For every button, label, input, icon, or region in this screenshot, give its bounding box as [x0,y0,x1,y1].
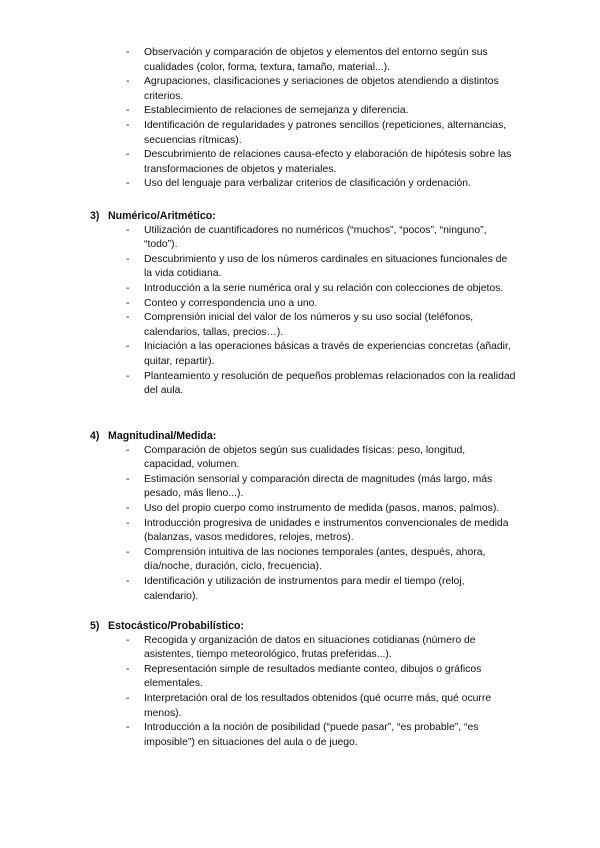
list-item-text: Identificación y utilización de instrumentos para medir el tiempo (reloj, calendario). [144,575,465,602]
section-list [0,634,600,751]
bullet-dash: - [126,370,130,382]
list-item-text: Agrupaciones, clasificaciones y seriaciones de objetos atendiendo a distintos criterios. [144,76,499,102]
list-item-text: Introducción a la serie numérica oral y su relación con colecciones de objetos. [144,282,504,294]
section-title: Magnitudinal/Medida: [108,430,217,442]
list-item-text: Conteo y correspondencia uno a uno. [144,297,318,309]
list-item-text: Utilización de cuantificadores no numéricos (“muchos”, “pocos”, “ninguno”, “todo”). [144,224,487,251]
list-item-text: Iniciación a las operaciones básicas a través de experiencias concretas (añadir, quitar, repartir). [144,341,511,367]
section-list [0,224,600,399]
bullet-dash: - [126,47,130,58]
list-item-text: Interpretación oral de los resultados obtenidos (qué ocurre más, qué ocurre menos). [144,692,492,719]
list-item [0,297,518,312]
section-heading [0,619,600,634]
section-numerico [0,209,600,399]
list-item-text: Recogida y organización de datos en situaciones cotidianas (número de asistentes, tiempo meteorológico, frutas preferidas...). [144,634,476,661]
list-item [0,253,518,282]
bullet-dash: - [126,76,130,88]
section-title: Estocástico/Probabilístico: [108,620,244,632]
bullet-dash: - [126,312,130,324]
list-item [0,311,518,340]
list-item [0,177,518,192]
list-item [0,663,518,692]
bullet-dash: - [126,282,130,294]
section-magnitudinal [0,429,600,604]
bullet-dash: - [126,502,130,514]
intro-list [0,46,600,192]
bullet-dash: - [126,341,130,353]
bullet-dash: - [126,473,130,485]
list-item [0,224,518,253]
list-item-text: Planteamiento y resolución de pequeños problemas relacionados con la realidad del aula. [144,370,516,397]
section-heading [0,209,600,224]
section-number: 5) [90,620,100,632]
list-item-text: Comprensión inicial del valor de los números y su uso social (teléfonos, calendarios, tallas, precios…). [144,312,474,338]
list-item [0,370,518,399]
bullet-dash: - [126,634,130,646]
list-item [0,340,518,369]
list-item [0,634,518,663]
bullet-dash: - [126,722,130,734]
list-item [0,104,518,119]
list-item-text: Representación simple de resultados mediante conteo, dibujos o gráficos elementales. [144,663,482,690]
list-item [0,546,518,575]
bullet-dash: - [126,517,130,529]
list-item [0,75,518,104]
list-item-text: Comprensión intuitiva de las nociones temporales (antes, después, ahora, día/noche, duración, ciclo, frecuencia). [144,546,486,573]
section-estocastico [0,619,600,750]
list-item [0,692,518,721]
bullet-dash: - [126,105,130,117]
list-item [0,119,518,148]
bullet-dash: - [126,546,130,558]
section-list [0,444,600,605]
list-item-text: Descubrimiento y uso de los números cardinales en situaciones funcionales de la vida cotidiana. [144,253,508,280]
list-item [0,46,518,75]
list-item [0,721,518,750]
list-item-text: Identificación de regularidades y patrones sencillos (repeticiones, alternancias, secuencias rítmicas). [144,119,507,146]
list-item [0,282,518,297]
bullet-dash: - [126,224,130,236]
list-item-text: Introducción a la noción de posibilidad (“puede pasar”, “es probable”, “es imposible”) en situaciones del aula o de juego. [144,722,479,748]
section-number: 4) [90,430,100,442]
list-item-text: Uso del propio cuerpo como instrumento de medida (pasos, manos, palmos). [144,502,500,514]
bullet-dash: - [126,297,130,309]
list-item [0,575,518,604]
bullet-dash: - [126,444,130,456]
list-item [0,502,518,517]
section-number: 3) [90,210,100,222]
bullet-dash: - [126,692,130,704]
list-item-text: Observación y comparación de objetos y elementos del entorno según sus cualidades (color, forma, textura, tamaño, material...). [144,47,488,73]
list-item [0,517,518,546]
list-item-text: Introducción progresiva de unidades e instrumentos convencionales de medida (balanzas, vasos medidores, relojes, metros). [144,517,509,544]
list-item-text: Comparación de objetos según sus cualidades físicas: peso, longitud, capacidad, volumen. [144,444,466,471]
list-item [0,148,518,177]
section-heading [0,429,600,444]
list-item-text: Estimación sensorial y comparación directa de magnitudes (más largo, más pesado, más lleno...). [144,473,493,500]
bullet-dash: - [126,663,130,675]
list-item [0,444,518,473]
bullet-dash: - [126,119,130,131]
bullet-dash: - [126,178,130,190]
bullet-dash: - [126,149,130,161]
list-item-text: Establecimiento de relaciones de semejanza y diferencia. [144,105,409,117]
list-item-text: Uso del lenguaje para verbalizar criterios de clasificación y ordenación. [144,178,471,190]
list-item-text: Descubrimiento de relaciones causa-efecto y elaboración de hipótesis sobre las transformaciones de objetos y materiales. [144,149,512,175]
list-item [0,473,518,502]
bullet-dash: - [126,253,130,265]
bullet-dash: - [126,575,130,587]
section-title: Numérico/Aritmético: [108,210,216,222]
